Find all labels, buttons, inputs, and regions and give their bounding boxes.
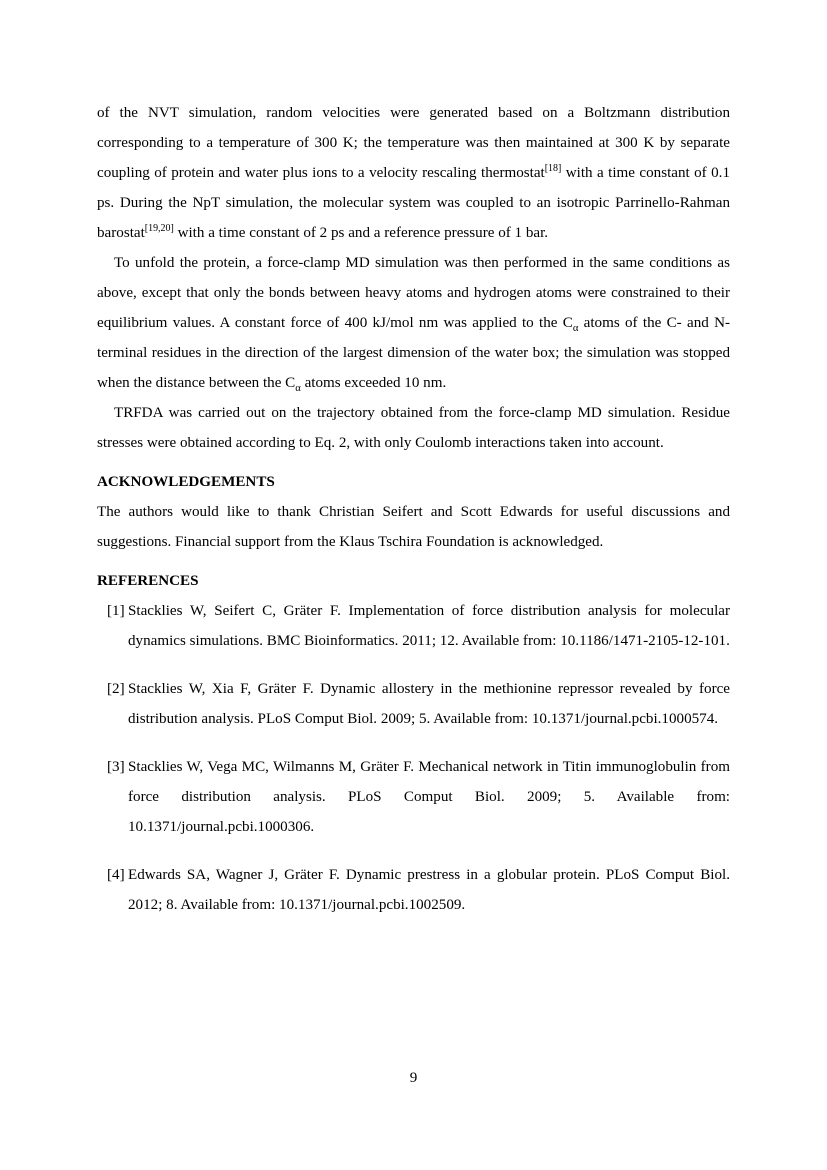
reference-marker: [2] [107,681,125,697]
reference-marker: [4] [107,867,125,883]
reference-item [97,596,730,656]
reference-item [97,860,730,920]
reference-text: Stacklies W, Seifert C, Gräter F. Implementation of force distribution analysis for molecular dynamics simulations. BMC Bioinformatics. 2011; 12. Available from: 10.1186/1471-2105-12-101. [128,603,730,649]
reference-item [97,674,730,734]
paragraph-text-tail: with a time constant of 2 ps and a reference pressure of 1 bar. [173,225,549,241]
reference-text: Stacklies W, Xia F, Gräter F. Dynamic allostery in the methionine repressor revealed by force distribution analysis. PLoS Comput Biol. 2009; 5. Available from: 10.1371/journal.pcbi.1000574. [128,681,730,727]
paragraph-trfda-analysis: TRFDA was carried out on the trajectory obtained from the force-clamp MD simulation. Residue stresses were obtained according to Eq. 2, with only Coulomb interactions taken into account. [97,405,730,451]
section-heading-references: REFERENCES [97,573,199,589]
subscript-alpha-second: α [295,383,301,395]
paragraph-text-segment-1: To unfold the protein, a force-clamp MD simulation was then performed in the same conditions as above, except that only the bonds between heavy atoms and hydrogen atoms were constrained to their equilibrium values. A constant force of 400 kJ/mol nm was applied to the C [97,255,730,331]
reference-marker: [3] [107,759,125,775]
paragraph-text-segment-2: atoms of the C- and N-terminal residues in the direction of the largest dimension of the water box; the simulation was stopped when the distance between the C [97,315,730,391]
paragraph-text-mid: with a time constant of 0.1 ps. During the NpT simulation, the molecular system was coupled to an isotropic Parrinello-Rahman barostat [97,165,730,241]
reference-marker: [1] [107,603,125,619]
reference-text: Edwards SA, Wagner J, Gräter F. Dynamic prestress in a globular protein. PLoS Comput Biol. 2012; 8. Available from: 10.1371/journal.pcbi.1002509. [128,867,730,913]
paragraph-text-lead: of the NVT simulation, random velocities were generated based on a Boltzmann distribution corresponding to a temperature of 300 K; the temperature was then maintained at 300 K by separate coupling of protein and water plus ions to a velocity rescaling thermostat [97,105,730,181]
page-content [97,98,730,920]
reference-list [97,596,730,920]
subscript-alpha-first: α [572,323,579,335]
citation-marker-19-20: [19,20] [144,222,174,234]
reference-text: Stacklies W, Vega MC, Wilmanns M, Gräter F. Mechanical network in Titin immunoglobulin from force distribution analysis. PLoS Comput Biol. 2009; 5. Available from: 10.1371/journal.pcbi.1000306. [128,759,730,835]
paragraph-acknowledgements-body: The authors would like to thank Christian Seifert and Scott Edwards for useful discussions and suggestions. Financial support from the Klaus Tschira Foundation is acknowledged. [97,504,730,550]
paragraph-unfolding-protocol [97,248,730,398]
page-number: 9 [409,1070,418,1086]
citation-marker-18: [18] [544,162,562,174]
section-heading-acknowledgements: ACKNOWLEDGEMENTS [97,474,275,490]
paragraph-text-segment-3: atoms exceeded 10 nm. [300,375,447,391]
paragraph-methods-continued [97,98,730,248]
reference-item [97,752,730,842]
